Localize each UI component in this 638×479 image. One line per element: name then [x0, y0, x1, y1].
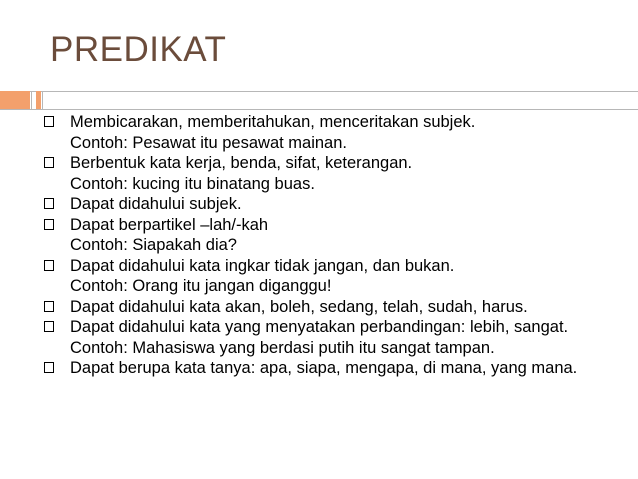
list-item — [44, 297, 604, 318]
list-item-text: Dapat berpartikel –lah/-kah — [70, 215, 269, 234]
list-item-text: Membicarakan, memberitahukan, menceritakan subjek. — [70, 113, 476, 131]
square-bullet-icon — [44, 301, 54, 312]
list-item — [44, 153, 604, 194]
divider-line-top — [0, 91, 638, 92]
list-item — [44, 317, 604, 358]
divider-line-bottom — [0, 109, 638, 110]
title-divider — [0, 91, 638, 111]
list-item-text: Dapat didahului kata ingkar tidak jangan, dan bukan. — [70, 256, 455, 275]
list-item-text: Berbentuk kata kerja, benda, sifat, keterangan. — [70, 154, 413, 172]
accent-square-large — [0, 91, 30, 110]
list-item-example: Contoh: Siapakah dia? — [70, 236, 237, 254]
square-bullet-icon — [44, 198, 54, 209]
list-item-text: Dapat berupa kata tanya: apa, siapa, mengapa, di mana, yang mana. — [70, 359, 578, 377]
divider-separator — [42, 91, 43, 110]
list-item-text: Dapat didahului subjek. — [70, 195, 242, 213]
list-item — [44, 194, 604, 215]
square-bullet-icon — [44, 362, 54, 373]
square-bullet-icon — [44, 219, 54, 230]
slide-title: PREDIKAT — [50, 30, 227, 69]
divider-separator — [31, 91, 32, 110]
square-bullet-icon — [44, 116, 54, 127]
list-item-example: Contoh: Mahasiswa yang berdasi putih itu sangat tampan. — [70, 338, 495, 357]
list-item-text: Dapat didahului kata yang menyatakan perbandingan: lebih, sangat. — [70, 318, 569, 336]
square-bullet-icon — [44, 321, 54, 332]
bullet-list — [44, 112, 604, 379]
list-item — [44, 358, 604, 379]
list-item-example: Contoh: Orang itu jangan diganggu! — [70, 277, 332, 295]
list-item — [44, 112, 604, 153]
square-bullet-icon — [44, 260, 54, 271]
list-item-text: Dapat didahului kata akan, boleh, sedang, telah, sudah, harus. — [70, 297, 528, 316]
square-bullet-icon — [44, 157, 54, 168]
list-item — [44, 215, 604, 256]
list-item-example: Contoh: Pesawat itu pesawat mainan. — [70, 133, 347, 152]
list-item-example: Contoh: kucing itu binatang buas. — [70, 174, 315, 193]
list-item — [44, 256, 604, 297]
accent-square-small — [36, 91, 41, 110]
